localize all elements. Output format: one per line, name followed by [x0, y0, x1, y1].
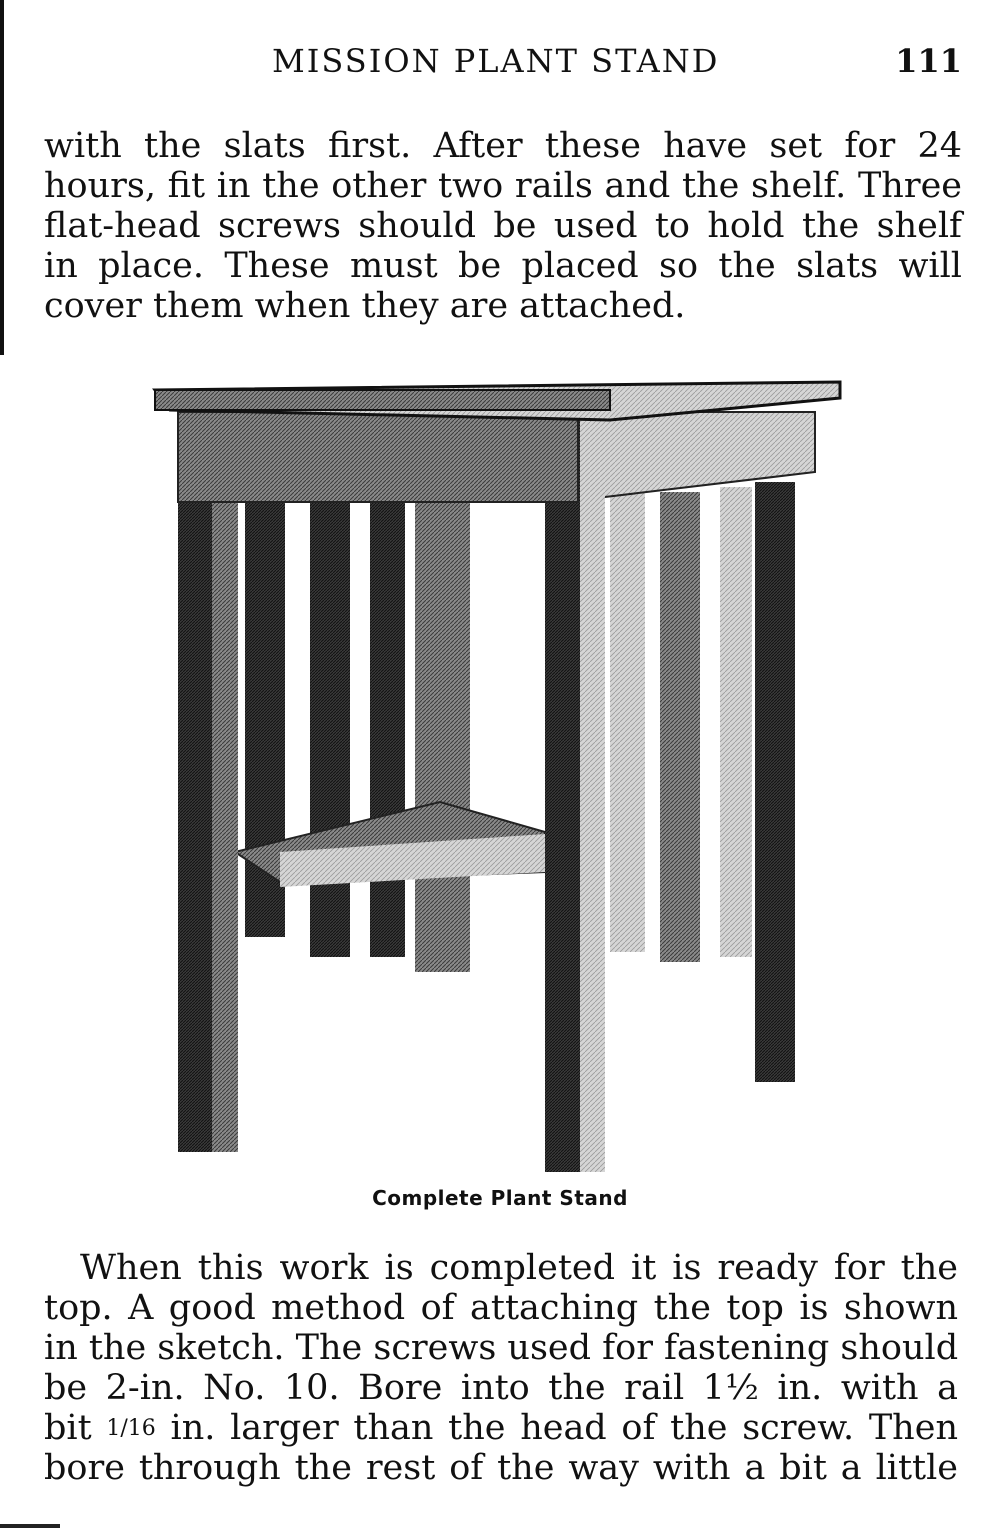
fraction: 1/16: [106, 1416, 156, 1441]
plant-stand-illustration: [150, 372, 850, 1180]
text-line: with the slats first. After these have set for 24: [44, 126, 962, 166]
text-fragment: bit: [44, 1408, 92, 1448]
text-line-with-fraction: [44, 1408, 958, 1448]
text-line: hours, fit in the other two rails and the shelf. Three: [44, 166, 962, 206]
text-line: cover them when they are attached.: [44, 286, 686, 326]
page-number: 111: [895, 42, 962, 80]
paragraph-bottom: [44, 1248, 958, 1488]
text-line: When this work is completed it is ready for the: [80, 1248, 958, 1288]
text-fragment: in. larger than the head of the screw. Then: [170, 1408, 958, 1448]
text-line: in place. These must be placed so the slats will: [44, 246, 962, 286]
text-line: flat-head screws should be used to hold the shelf: [44, 206, 962, 246]
text-line: in the sketch. The screws used for fastening should: [44, 1328, 959, 1368]
running-title: MISSION PLANT STAND: [272, 42, 720, 80]
figure-caption: Complete Plant Stand: [372, 1186, 628, 1210]
page-edge-line-bottom: [0, 1524, 60, 1528]
paragraph-top: [44, 126, 962, 326]
text-line: bore through the rest of the way with a bit a little: [44, 1448, 958, 1488]
text-line: be 2-in. No. 10. Bore into the rail 1½ in. with a: [44, 1368, 958, 1408]
text-line: top. A good method of attaching the top is shown: [44, 1288, 958, 1328]
page-header: [0, 42, 1000, 88]
